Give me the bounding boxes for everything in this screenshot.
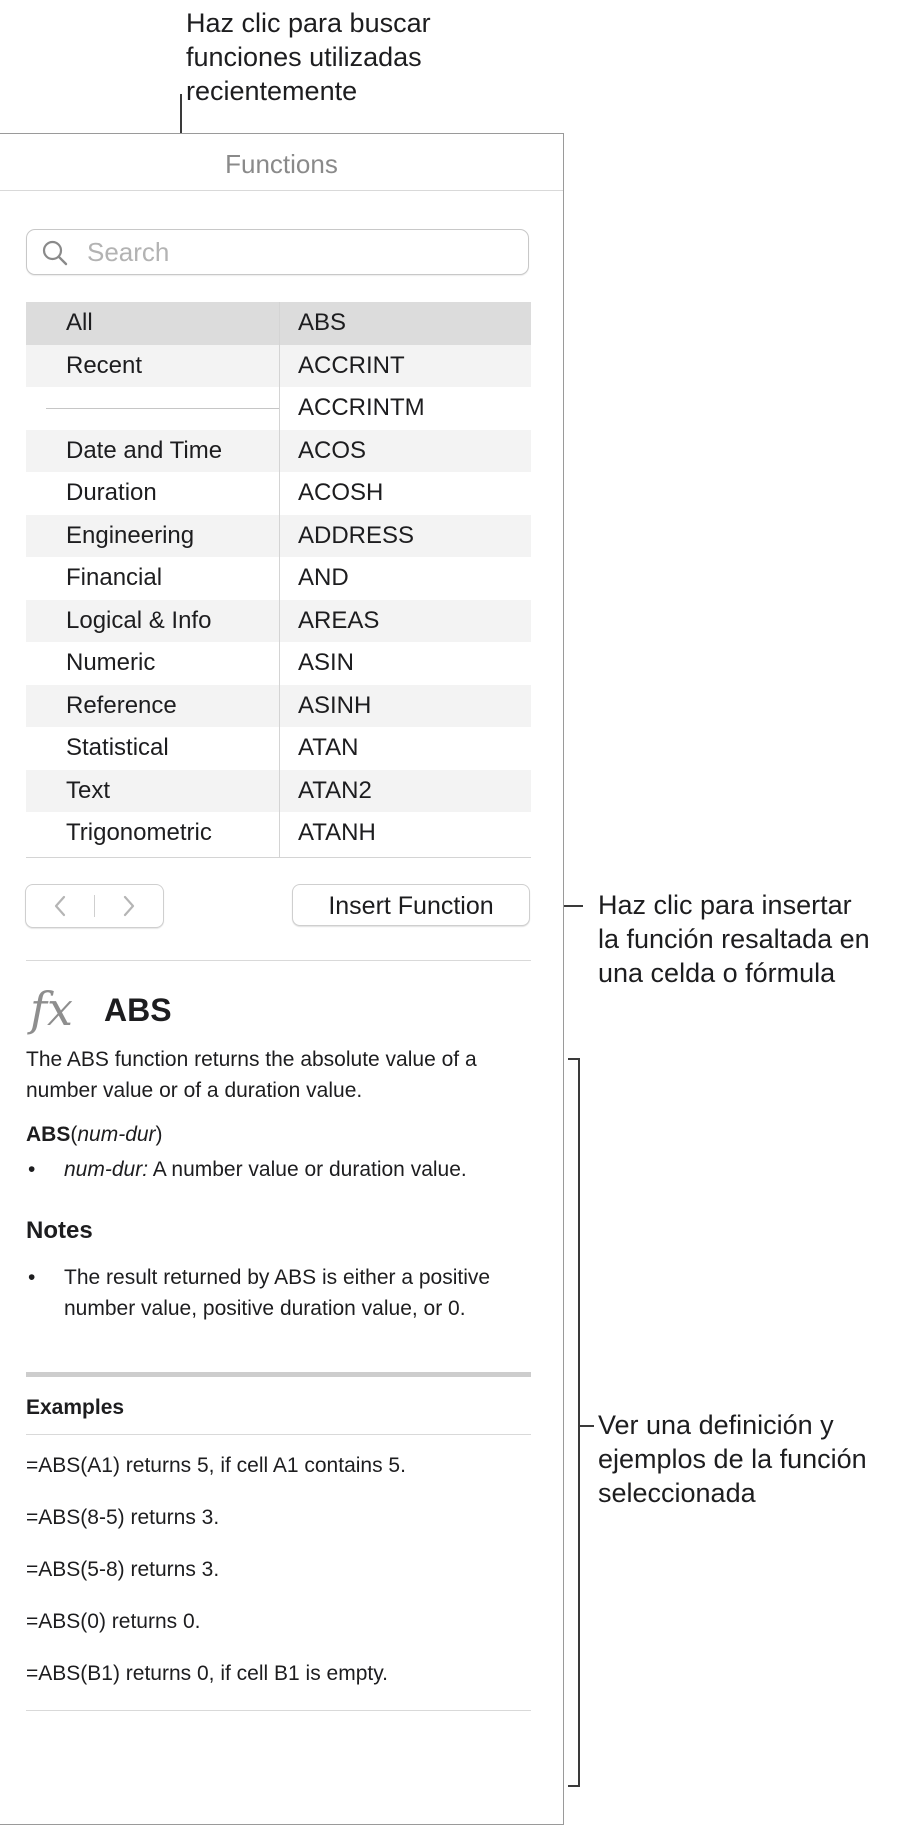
chevron-left-icon bbox=[52, 894, 68, 918]
example-line: =ABS(A1) returns 5, if cell A1 contains 5. bbox=[26, 1454, 406, 1477]
bullet-dot: • bbox=[28, 1266, 36, 1289]
function-browser bbox=[26, 302, 531, 858]
note-item bbox=[26, 1262, 531, 1355]
syntax-arg: num-dur bbox=[77, 1123, 156, 1146]
insert-function-button[interactable]: Insert Function bbox=[292, 884, 530, 926]
magnifying-glass-icon bbox=[41, 239, 69, 267]
example-line: =ABS(8-5) returns 3. bbox=[26, 1506, 220, 1529]
category-item-text[interactable]: Text bbox=[26, 770, 279, 813]
function-name: ABS bbox=[104, 992, 172, 1028]
back-button[interactable] bbox=[26, 885, 94, 927]
argument-description: A number value or duration value. bbox=[148, 1158, 467, 1181]
callout-recent-line: Haz clic para buscar bbox=[186, 8, 431, 38]
function-item[interactable]: ATAN2 bbox=[280, 770, 531, 813]
function-item[interactable]: ACCRINTM bbox=[298, 394, 425, 421]
bracket-bottom bbox=[568, 1785, 580, 1787]
category-separator bbox=[26, 387, 279, 430]
syntax-name: ABS bbox=[26, 1123, 71, 1146]
argument-text bbox=[64, 1154, 524, 1185]
callout-definition-line: ejemplos de la función bbox=[598, 1444, 867, 1474]
functions-panel bbox=[0, 133, 564, 1825]
category-item-reference[interactable]: Reference bbox=[26, 685, 279, 728]
category-item-duration[interactable]: Duration bbox=[66, 479, 157, 506]
callout-recent bbox=[186, 6, 431, 108]
callout-definition bbox=[598, 1408, 867, 1510]
function-item[interactable]: ACOS bbox=[280, 430, 531, 473]
callout-insert bbox=[598, 888, 870, 990]
function-item[interactable]: ADDRESS bbox=[280, 515, 531, 558]
category-item-logical-info[interactable]: Logical & Info bbox=[26, 600, 279, 643]
section-rule bbox=[26, 1372, 531, 1377]
function-item[interactable]: AND bbox=[298, 564, 349, 591]
note-text: The result returned by ABS is either a positive number value, positive duration value, or 0. bbox=[64, 1266, 491, 1320]
category-item-statistical[interactable]: Statistical bbox=[66, 734, 169, 761]
function-item[interactable]: ACCRINT bbox=[280, 345, 531, 388]
divider bbox=[26, 1710, 531, 1711]
function-item[interactable]: ACOSH bbox=[298, 479, 384, 506]
category-item-all[interactable]: All bbox=[26, 302, 279, 345]
function-item[interactable]: ATAN bbox=[298, 734, 359, 761]
panel-title: Functions bbox=[0, 134, 563, 191]
bracket-vertical bbox=[578, 1058, 580, 1787]
category-item-numeric[interactable]: Numeric bbox=[66, 649, 156, 676]
notes-heading: Notes bbox=[26, 1217, 93, 1244]
function-list bbox=[280, 302, 531, 857]
callout-insert-line: una celda o fórmula bbox=[598, 958, 836, 988]
example-line: =ABS(5-8) returns 3. bbox=[26, 1558, 220, 1581]
function-description: The ABS function returns the absolute value of a number value or of a duration value. bbox=[26, 1048, 477, 1102]
divider bbox=[26, 1434, 531, 1435]
example-line: =ABS(0) returns 0. bbox=[26, 1610, 201, 1633]
argument-item bbox=[26, 1154, 531, 1216]
search-input[interactable] bbox=[85, 232, 519, 272]
category-item-trigonometric[interactable]: Trigonometric bbox=[66, 819, 212, 846]
forward-button[interactable] bbox=[95, 885, 163, 927]
chevron-right-icon bbox=[121, 894, 137, 918]
callout-recent-line: recientemente bbox=[186, 76, 358, 106]
history-navigation bbox=[25, 884, 164, 928]
callout-recent-line: funciones utilizadas bbox=[186, 42, 422, 72]
category-item-date-and-time[interactable]: Date and Time bbox=[26, 430, 279, 473]
callout-insert-line: la función resaltada en bbox=[598, 924, 870, 954]
callout-definition-line: seleccionada bbox=[598, 1478, 756, 1508]
function-item[interactable]: ATANH bbox=[298, 819, 376, 846]
examples-heading: Examples bbox=[26, 1396, 125, 1419]
argument-name: num-dur: bbox=[64, 1158, 149, 1181]
category-item-recent[interactable]: Recent bbox=[26, 345, 279, 388]
category-item-engineering[interactable]: Engineering bbox=[26, 515, 279, 558]
category-item-financial[interactable]: Financial bbox=[66, 564, 163, 591]
callout-insert-line: Haz clic para insertar bbox=[598, 890, 852, 920]
category-list bbox=[26, 302, 280, 857]
divider bbox=[26, 960, 531, 961]
bullet-dot: • bbox=[28, 1158, 36, 1181]
search-field[interactable] bbox=[26, 229, 529, 275]
fx-icon: fx bbox=[30, 982, 73, 1036]
function-item[interactable]: AREAS bbox=[280, 600, 531, 643]
function-item[interactable]: ASIN bbox=[298, 649, 355, 676]
function-syntax: ABS(num-dur) bbox=[26, 1123, 163, 1146]
callout-definition-leader bbox=[580, 1425, 594, 1427]
example-line: =ABS(B1) returns 0, if cell B1 is empty. bbox=[26, 1662, 388, 1685]
callout-definition-line: Ver una definición y bbox=[598, 1410, 834, 1440]
function-item[interactable]: ABS bbox=[280, 302, 531, 345]
function-item[interactable]: ASINH bbox=[280, 685, 531, 728]
